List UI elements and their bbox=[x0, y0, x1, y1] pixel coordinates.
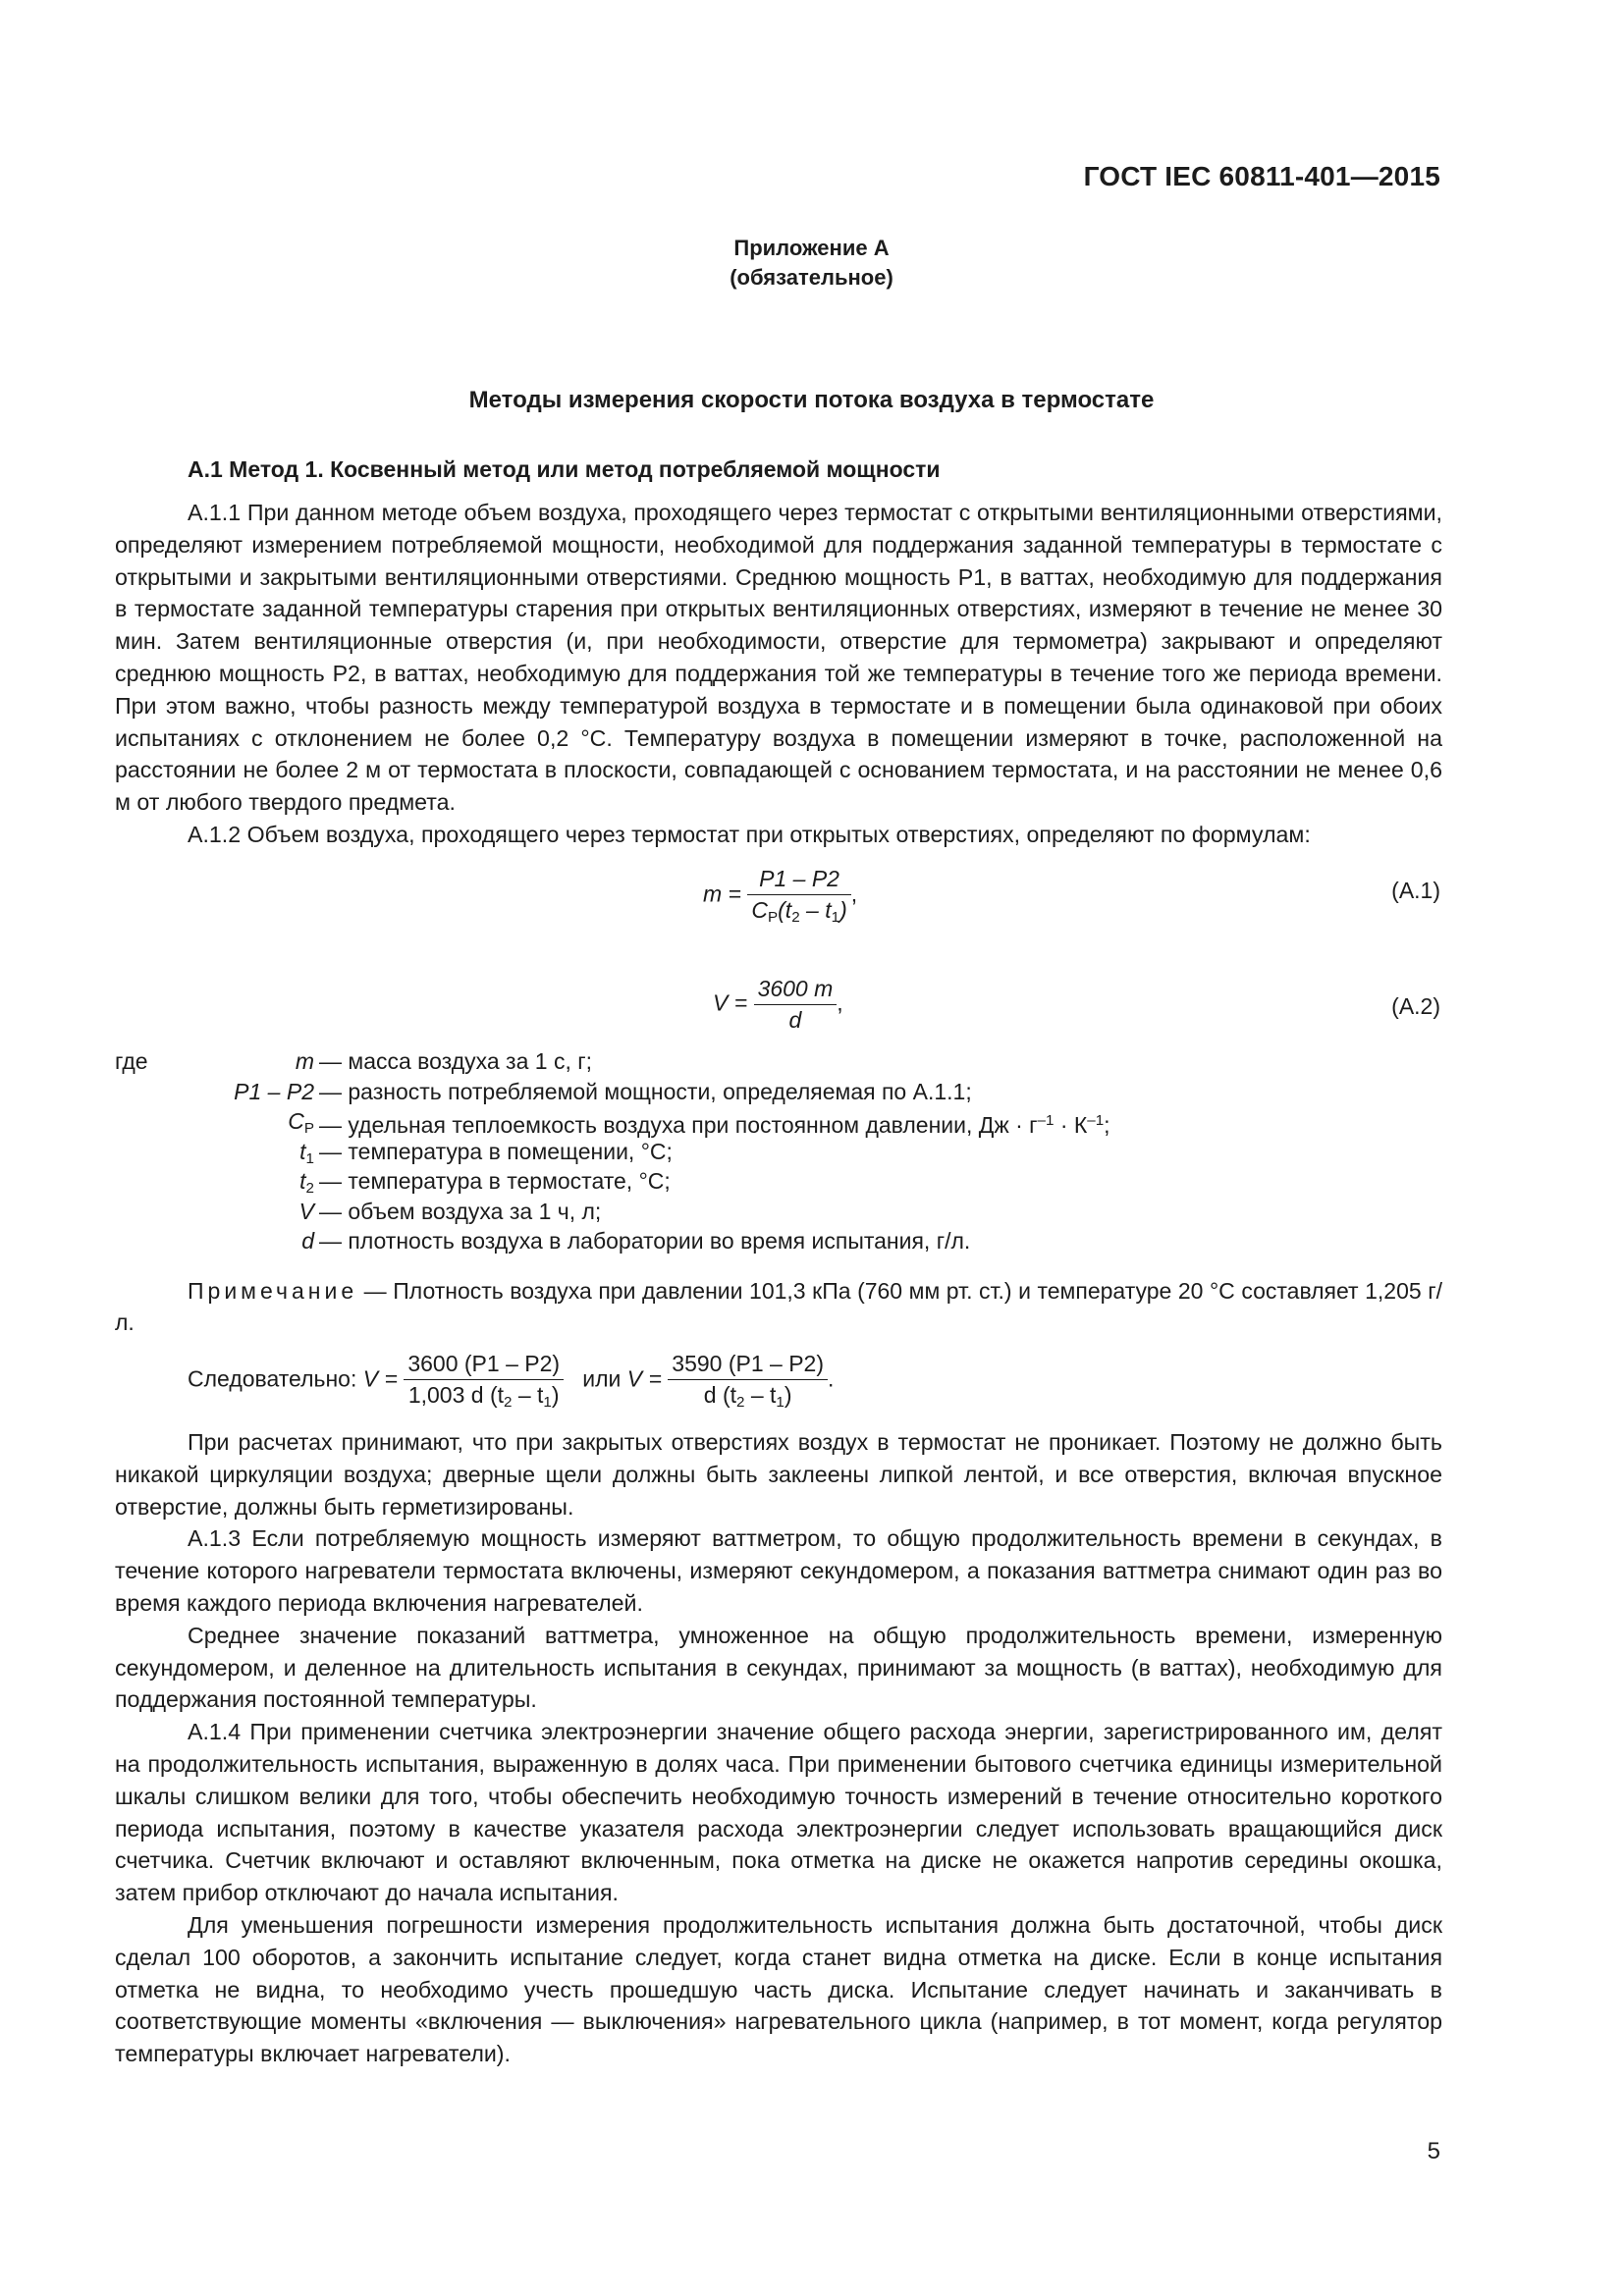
formula-lhs: V = bbox=[626, 1365, 662, 1392]
definition-row bbox=[115, 1106, 1442, 1137]
definition-symbol: $t_1$ bbox=[299, 1138, 314, 1167]
paragraph: Для уменьшения погрешности измерения продолжительность испытания должна быть достаточной, чтобы диск сделал 100 оборотов, а закончить испытание следует, когда станет видна отметка на диске. Если в конце испытания отметка не видна, то необходимо учесть прошедшую часть диска. Испытание следует начинать и заканчивать в соответствующие моменты «включения — выключения» нагревательного цикла (например, в тот момент, когда регулятор температуры включает нагреватели). bbox=[115, 1911, 1442, 2067]
fraction bbox=[747, 866, 850, 926]
subsection-heading: А.1 Метод 1. Косвенный метод или метод потребляемой мощности bbox=[188, 456, 941, 482]
definition-symbol: d bbox=[301, 1228, 314, 1254]
formula-lhs: V = bbox=[713, 989, 748, 1016]
definition-symbol: $C_P$ bbox=[288, 1108, 314, 1137]
fraction bbox=[404, 1351, 564, 1411]
paragraph: А.1.1 При данном методе объем воздуха, проходящего через термостат с открытыми вентиляционными отверстиями, определяют измерением потребляемой мощности, необходимой для поддержания заданной температуры в термостате с открытыми и закрытыми вентиляционными отверстиями. Среднюю мощность P1, в ваттах, необходимую для поддержания в термостате заданной температуры старения при открытых вентиляционных отверстиях, измеряют в течение не менее 30 мин. Затем вентиляционные отверстия (и, при необходимости, отверстие для термометра) закрывают и определяют среднюю мощность P2, в ваттах, необходимую для поддержания той же температуры в течение того же периода времени. При этом важно, чтобы разность между температурой воздуха в термостате и в помещении была одинаковой при обоих испытаниях с отклонением не более 0,2 °С. Температуру воздуха в помещении измеряют в точке, расположенной на расстоянии не более 2 м от термостата в плоскости, совпадающей с основанием термостата, и на расстоянии не менее 0,6 м от любого твердого предмета. bbox=[115, 500, 1442, 816]
formula-a1: m = $\frac{P1 - P2}{C_P(t_2 - t_1)}$ , bbox=[703, 866, 858, 926]
definition-text: — объем воздуха за 1 ч, л; bbox=[319, 1198, 602, 1224]
section-title: Методы измерения скорости потока воздуха в термостате bbox=[468, 387, 1155, 413]
numerator: 3590 (P1 – P2) bbox=[672, 1351, 825, 1376]
definitions-list bbox=[115, 1046, 1442, 1256]
paragraph-block-bottom bbox=[115, 1426, 1442, 2070]
paragraph: А.1.2 Объем воздуха, проходящего через термостат при открытых отверстиях, определяют по формулам: bbox=[188, 821, 1311, 847]
annex-status: (обязательное) bbox=[730, 265, 893, 290]
fraction bbox=[668, 1351, 828, 1411]
where-label: где bbox=[115, 1048, 148, 1074]
paragraph: При расчетах принимают, что при закрытых отверстиях воздух в термостат не проникает. Поэтому не должно быть никакой циркуляции воздуха; дверные щели должны быть заклеены липкой лентой, и все отверстия, включая впускное отверстие, должны быть герметизированы. bbox=[115, 1429, 1442, 1520]
definition-text: — разность потребляемой мощности, определяемая по А.1.1; bbox=[319, 1078, 972, 1104]
denominator: d bbox=[754, 1004, 838, 1034]
definition-row bbox=[115, 1137, 1442, 1167]
definition-row bbox=[115, 1077, 1442, 1107]
definition-symbol: V bbox=[298, 1198, 314, 1224]
formula-lhs: V = bbox=[362, 1365, 398, 1392]
definition-text: — температура в помещении, °С; bbox=[319, 1138, 673, 1164]
denominator: $C_P(t_2 - t_1)$ bbox=[747, 894, 850, 926]
definition-text: — удельная теплоемкость воздуха при постоянном давлении, Дж · $г^{-1} \cdot К^{-1}$; bbox=[319, 1112, 1110, 1138]
or-label: или bbox=[582, 1365, 622, 1392]
definition-row bbox=[115, 1046, 1442, 1077]
equation-number-a2: (А.2) bbox=[1391, 993, 1440, 1019]
denominator: d $(t_2 - t_1)$ bbox=[668, 1379, 828, 1411]
note-text: — Плотность воздуха при давлении 101,3 кПа (760 мм рт. ст.) и температуре 20 °С составляет 1,205 г/л. bbox=[115, 1278, 1442, 1335]
definition-symbol: P1 – P2 bbox=[234, 1078, 314, 1104]
paragraph: А.1.4 При применении счетчика электроэнергии значение общего расхода энергии, зарегистрированного им, делят на продолжительность испытания, выраженную в долях часа. При применении бытового счетчика единицы измерительной шкалы слишком велики для того, чтобы обеспечить необходимую точность измерений в течение относительно короткого периода испытания, поэтому в качестве указателя расхода электроэнергии следует использовать вращающийся диск счетчика. Счетчик включают и оставляют включенным, пока отметка на диске не окажется напротив середины окошка, затем прибор отключают до начала испытания. bbox=[115, 1719, 1442, 1906]
definition-row bbox=[115, 1166, 1442, 1197]
paragraph-block-top bbox=[115, 497, 1442, 851]
definition-text: — температура в термостате, °С; bbox=[319, 1168, 671, 1194]
equation-number-a1: (А.1) bbox=[1391, 878, 1440, 903]
consequently-formula: Следовательно: V = $\frac{3600 (P1 - P2)}{1,003 d (t_2 - t_1)}$ или V = $\frac{3590 (P1 - P2)}{d (t_2 - t_1)}$ . bbox=[188, 1351, 835, 1411]
standard-designation: ГОСТ IEC 60811-401—2015 bbox=[1083, 161, 1440, 191]
note bbox=[115, 1276, 1442, 1338]
definition-row bbox=[115, 1226, 1442, 1256]
annex-title: Приложение А bbox=[733, 236, 890, 260]
page-number: 5 bbox=[1427, 2138, 1440, 2164]
definition-symbol: $t_2$ bbox=[299, 1168, 314, 1197]
denominator: 1,003 d $(t_2 - t_1)$ bbox=[404, 1379, 564, 1411]
formula-lhs: m = bbox=[703, 881, 741, 907]
definition-symbol: m bbox=[295, 1048, 314, 1074]
note-label: Примечание bbox=[188, 1278, 358, 1304]
definition-text: — плотность воздуха в лаборатории во время испытания, г/л. bbox=[319, 1228, 971, 1254]
consequently-label: Следовательно: bbox=[188, 1365, 357, 1392]
definition-row bbox=[115, 1197, 1442, 1227]
paragraph: Среднее значение показаний ваттметра, умноженное на общую продолжительность времени, измеренную секундомером, и деленное на длительность испытания в секундах, принимают за мощность (в ваттах), необходимую для поддержания постоянной температуры. bbox=[115, 1622, 1442, 1713]
definition-text: — масса воздуха за 1 с, г; bbox=[319, 1048, 593, 1074]
fraction bbox=[754, 976, 838, 1034]
paragraph: А.1.3 Если потребляемую мощность измеряют ваттметром, то общую продолжительность времени в секундах, в течение которого нагреватели термостата включены, измеряют секундомером, а показания ваттметра снимают один раз во время каждого периода включения нагревателей. bbox=[115, 1525, 1442, 1616]
formula-a2: V = $\frac{3600 m}{d}$ , bbox=[713, 976, 843, 1033]
numerator: P1 – P2 bbox=[759, 866, 839, 891]
numerator: 3600 m bbox=[757, 976, 834, 1001]
numerator: 3600 (P1 – P2) bbox=[407, 1351, 561, 1376]
